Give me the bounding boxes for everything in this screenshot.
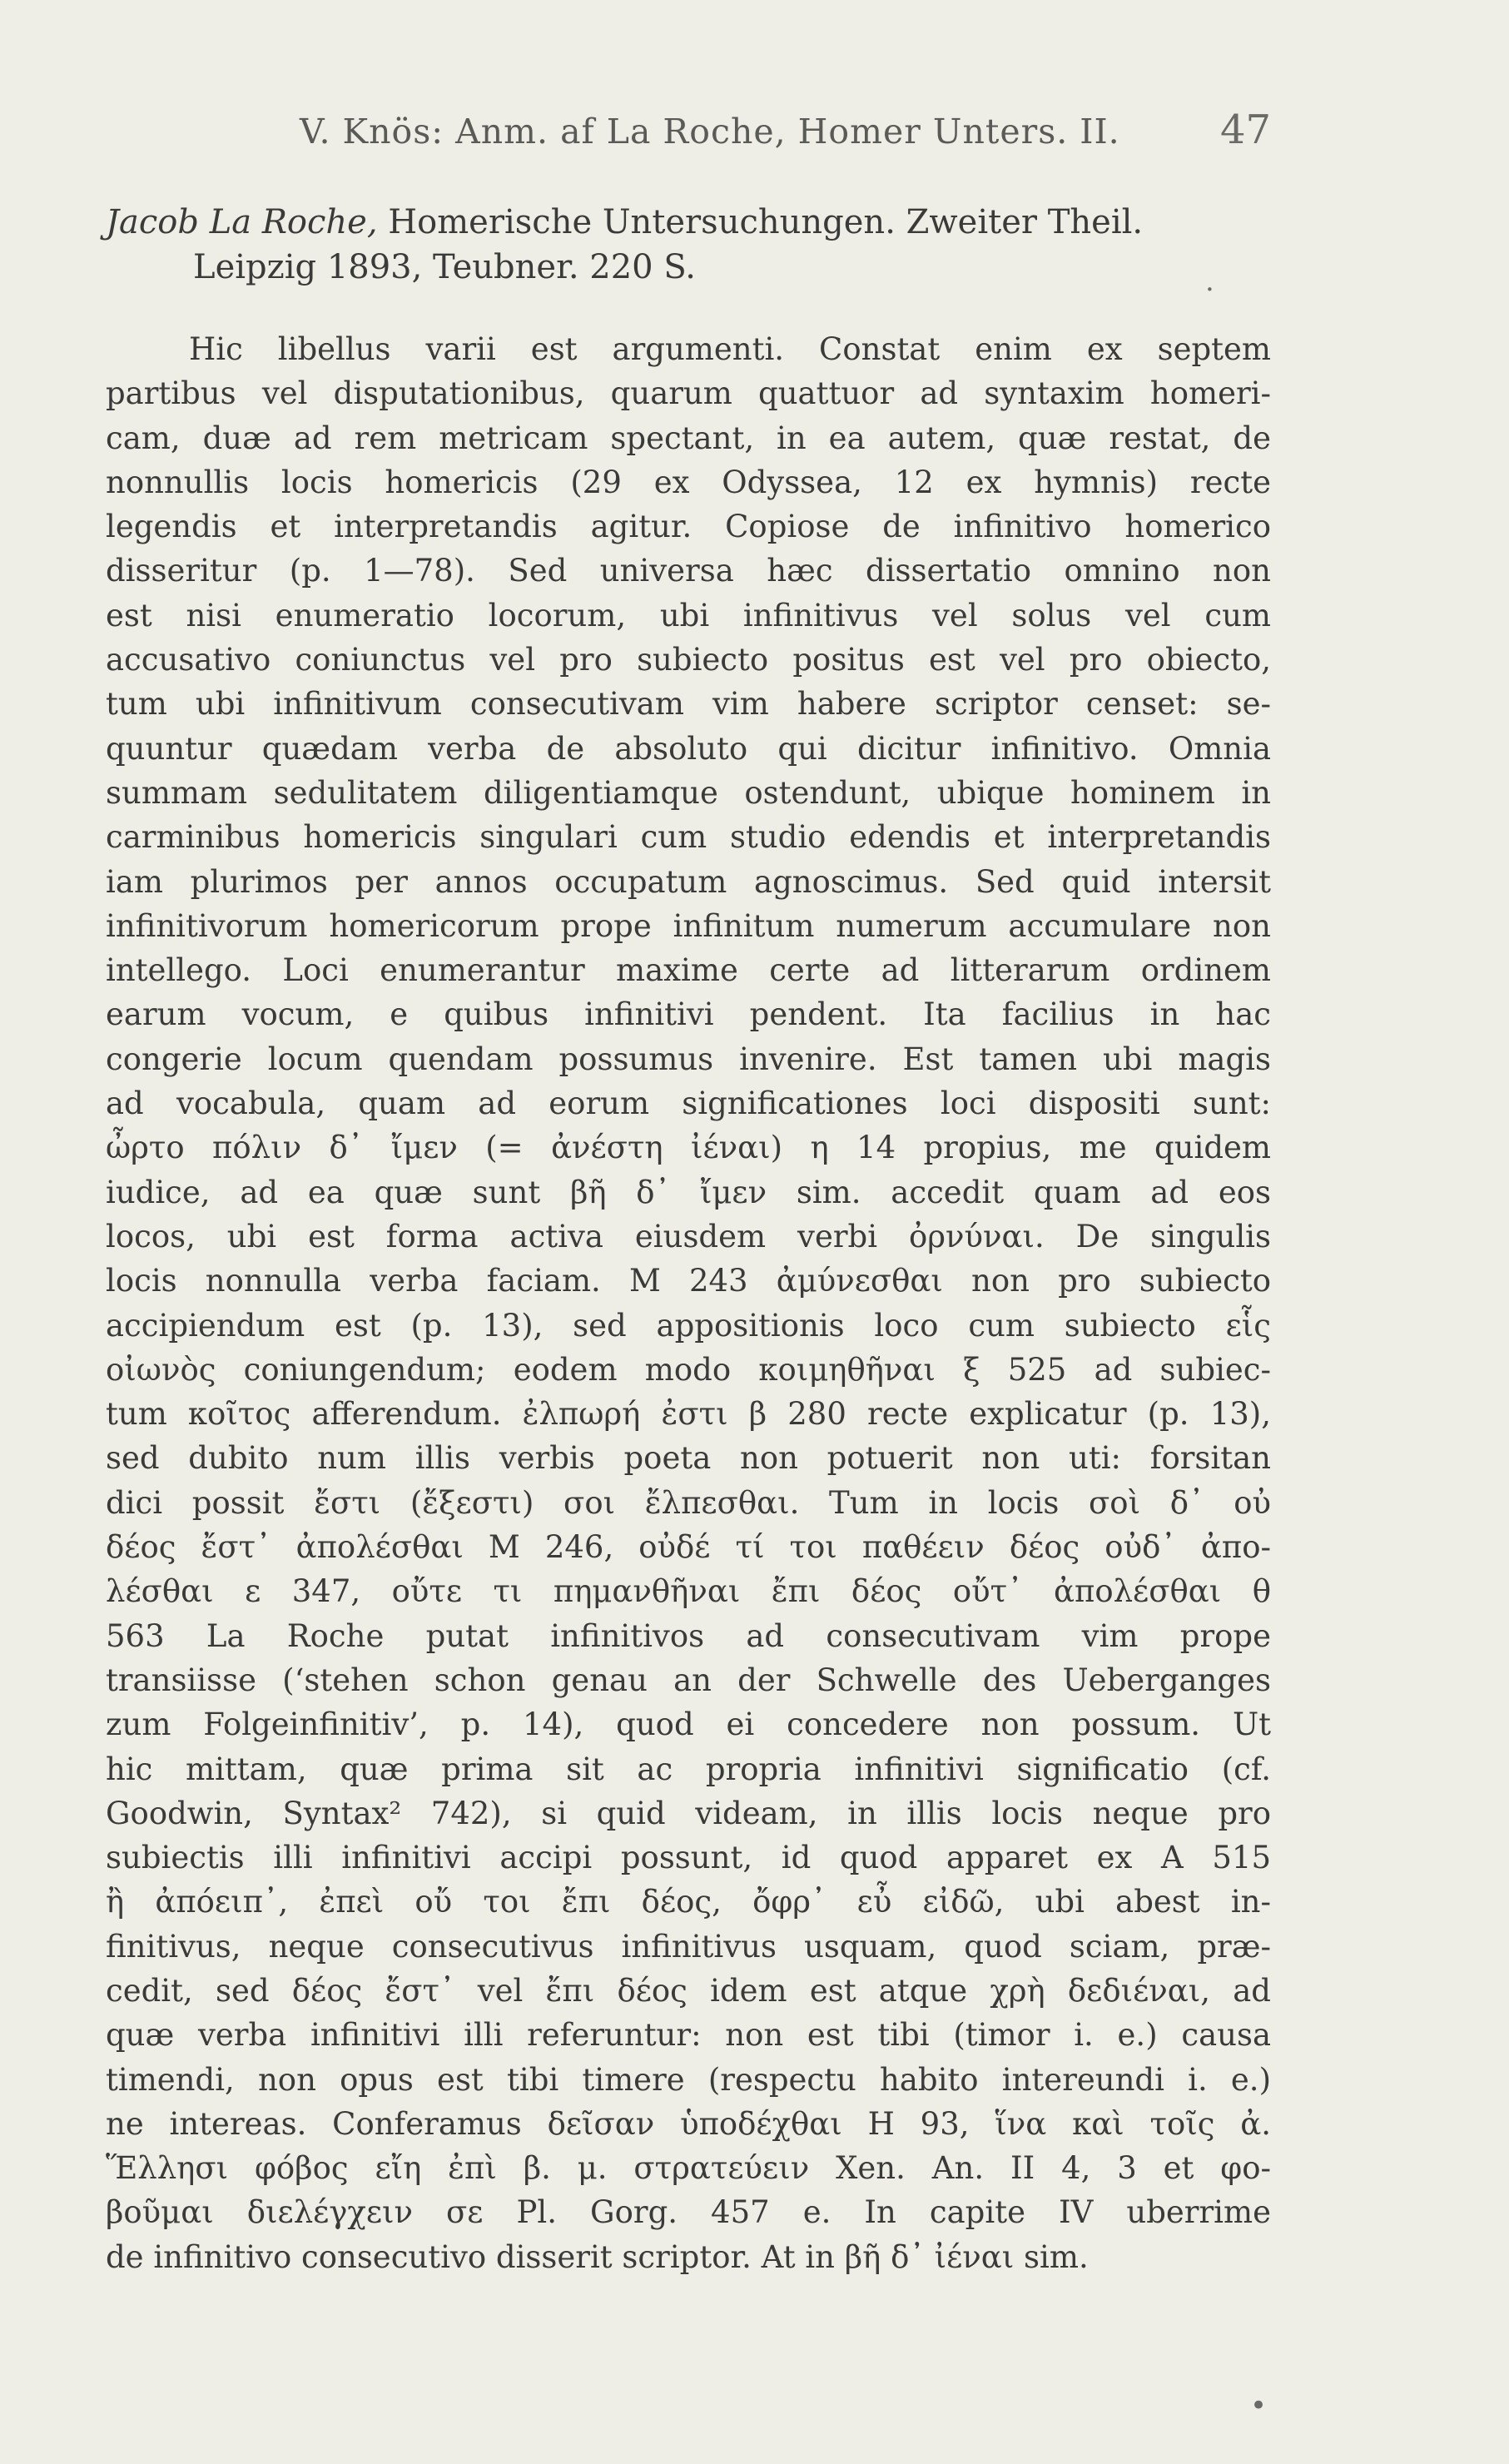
text-line: βοῦμαι διελέγχειν σε Pl. Gorg. 457 e. In capite IV uberrime	[106, 2194, 1271, 2231]
text-line: Ἕλλησι φόβος εἴη ἐπὶ β. μ. στρατεύειν Xen. An. II 4, 3 et φο-	[106, 2150, 1271, 2187]
text-line: δέος ἔστ᾽ ἀπολέσθαι Μ 246, οὐδέ τί τοι παθέειν δέος οὐδ᾽ ἀπο-	[106, 1529, 1271, 1566]
text-line: congerie locum quendam possumus invenire. Est tamen ubi magis	[106, 1041, 1271, 1077]
page-number: 47	[1220, 107, 1272, 153]
running-head: V. Knös: Anm. af La Roche, Homer Unters. II.	[300, 112, 1120, 152]
print-speck: •	[1250, 2389, 1268, 2422]
text-line: tum κοῖτος afferendum. ἐλπωρή ἐστι β 280 recte explicatur (p. 13),	[106, 1396, 1271, 1433]
text-line: transiisse (‘stehen schon genau an der Schwelle des Ueberganges	[106, 1662, 1271, 1698]
text-line: Hic libellus varii est argumenti. Constat enim ex septem	[189, 331, 1271, 367]
text-line: ὦρτο πόλιν δ᾽ ἴμεν (= ἀνέστη ἰέναι) η 14 propius, me quidem	[106, 1130, 1271, 1166]
text-line: 563 La Roche putat infinitivos ad consecutivam vim prope	[106, 1617, 1271, 1654]
text-line: hic mittam, quæ prima sit ac propria infinitivi significatio (cf.	[106, 1751, 1271, 1787]
text-line: ad vocabula, quam ad eorum significationes loci dispositi sunt:	[106, 1085, 1271, 1122]
text-line: tum ubi infinitivum consecutivam vim habere scriptor censet: se-	[106, 686, 1271, 723]
text-line: legendis et interpretandis agitur. Copiose de infinitivo homerico	[106, 509, 1271, 545]
text-line: finitivus, neque consecutivus infinitivus usquam, quod sciam, præ-	[106, 1928, 1271, 1965]
heading-line-1	[106, 200, 1271, 245]
body-paragraph	[106, 327, 1271, 2279]
text-line: zum Folgeinfinitiv’, p. 14), quod ei concedere non possum. Ut	[106, 1706, 1271, 1743]
publication-info: Leipzig 1893, Teubner. 220 S.	[193, 248, 697, 286]
author-name: Jacob La Roche,	[106, 203, 378, 241]
text-line: summam sedulitatem diligentiamque ostendunt, ubique hominem in	[106, 774, 1271, 811]
bibliographic-heading	[106, 200, 1271, 290]
text-line: carminibus homericis singulari cum studio edendis et interpretandis	[106, 819, 1271, 856]
text-line: quuntur quædam verba de absoluto qui dicitur infinitivo. Omnia	[106, 730, 1271, 767]
text-line: partibus vel disputationibus, quarum quattuor ad syntaxim homeri-	[106, 375, 1271, 412]
text-line: est nisi enumeratio locorum, ubi infinitivus vel solus vel cum	[106, 597, 1271, 633]
text-line: intellego. Loci enumerantur maxime certe ad litterarum ordinem	[106, 952, 1271, 989]
text-line: dici possit ἔστι (ἔξεστι) σοι ἔλπεσθαι. Tum in locis σοὶ δ᾽ οὐ	[106, 1484, 1271, 1521]
print-speck: .	[1205, 265, 1214, 298]
text-line: subiectis illi infinitivi accipi possunt, id quod apparet ex Α 515	[106, 1840, 1271, 1876]
text-line: cedit, sed δέος ἔστ᾽ vel ἔπι δέος idem est atque χρὴ δεδιέναι, ad	[106, 1972, 1271, 2009]
text-line: cam, duæ ad rem metricam spectant, in ea autem, quæ restat, de	[106, 420, 1271, 456]
text-line: earum vocum, e quibus infinitivi pendent. Ita facilius in hac	[106, 996, 1271, 1033]
text-line: locis nonnulla verba faciam. Μ 243 ἀμύνεσθαι non pro subiecto	[106, 1263, 1271, 1299]
text-line: timendi, non opus est tibi timere (respectu habito intereundi i. e.)	[106, 2061, 1271, 2098]
text-line: accusativo coniunctus vel pro subiecto positus est vel pro obiecto,	[106, 642, 1271, 678]
text-line: infinitivorum homericorum prope infinitum numerum accumulare non	[106, 907, 1271, 944]
text-line: iam plurimos per annos occupatum agnoscimus. Sed quid intersit	[106, 863, 1271, 900]
book-title: Homerische Untersuchungen. Zweiter Theil.	[388, 203, 1144, 241]
text-line: Goodwin, Syntax² 742), si quid videam, in illis locis neque pro	[106, 1795, 1271, 1831]
text-line: iudice, ad ea quæ sunt βῆ δ᾽ ἴμεν sim. accedit quam ad eos	[106, 1174, 1271, 1210]
text-line: sed dubito num illis verbis poeta non potuerit non uti: forsitan	[106, 1440, 1271, 1477]
text-line: quæ verba infinitivi illi referuntur: non est tibi (timor i. e.) causa	[106, 2017, 1271, 2054]
text-line: accipiendum est (p. 13), sed appositionis loco cum subiecto εἷς	[106, 1307, 1271, 1344]
text-line: locos, ubi est forma activa eiusdem verbi ὀρνύναι. De singulis	[106, 1218, 1271, 1254]
text-line: de infinitivo consecutivo disserit scriptor. At in βῆ δ᾽ ἰέναι sim.	[106, 2238, 1089, 2275]
text-line: οἰωνὸς coniungendum; eodem modo κοιμηθῆναι ξ 525 ad subiec-	[106, 1351, 1271, 1388]
text-line: ne intereas. Conferamus δεῖσαν ὑποδέχθαι Η 93, ἵνα καὶ τοῖς ἀ.	[106, 2105, 1271, 2142]
text-line: ἢ ἀπόειπ᾽, ἐπεὶ οὔ τοι ἔπι δέος, ὄφρ᾽ εὖ εἰδῶ, ubi abest in-	[106, 1884, 1271, 1920]
text-line: λέσθαι ε 347, οὔτε τι πημανθῆναι ἔπι δέος οὔτ᾽ ἀπολέσθαι θ	[106, 1573, 1271, 1610]
text-line: nonnullis locis homericis (29 ex Odyssea, 12 ex hymnis) recte	[106, 464, 1271, 500]
text-line: disseritur (p. 1—78). Sed universa hæc dissertatio omnino non	[106, 553, 1271, 589]
